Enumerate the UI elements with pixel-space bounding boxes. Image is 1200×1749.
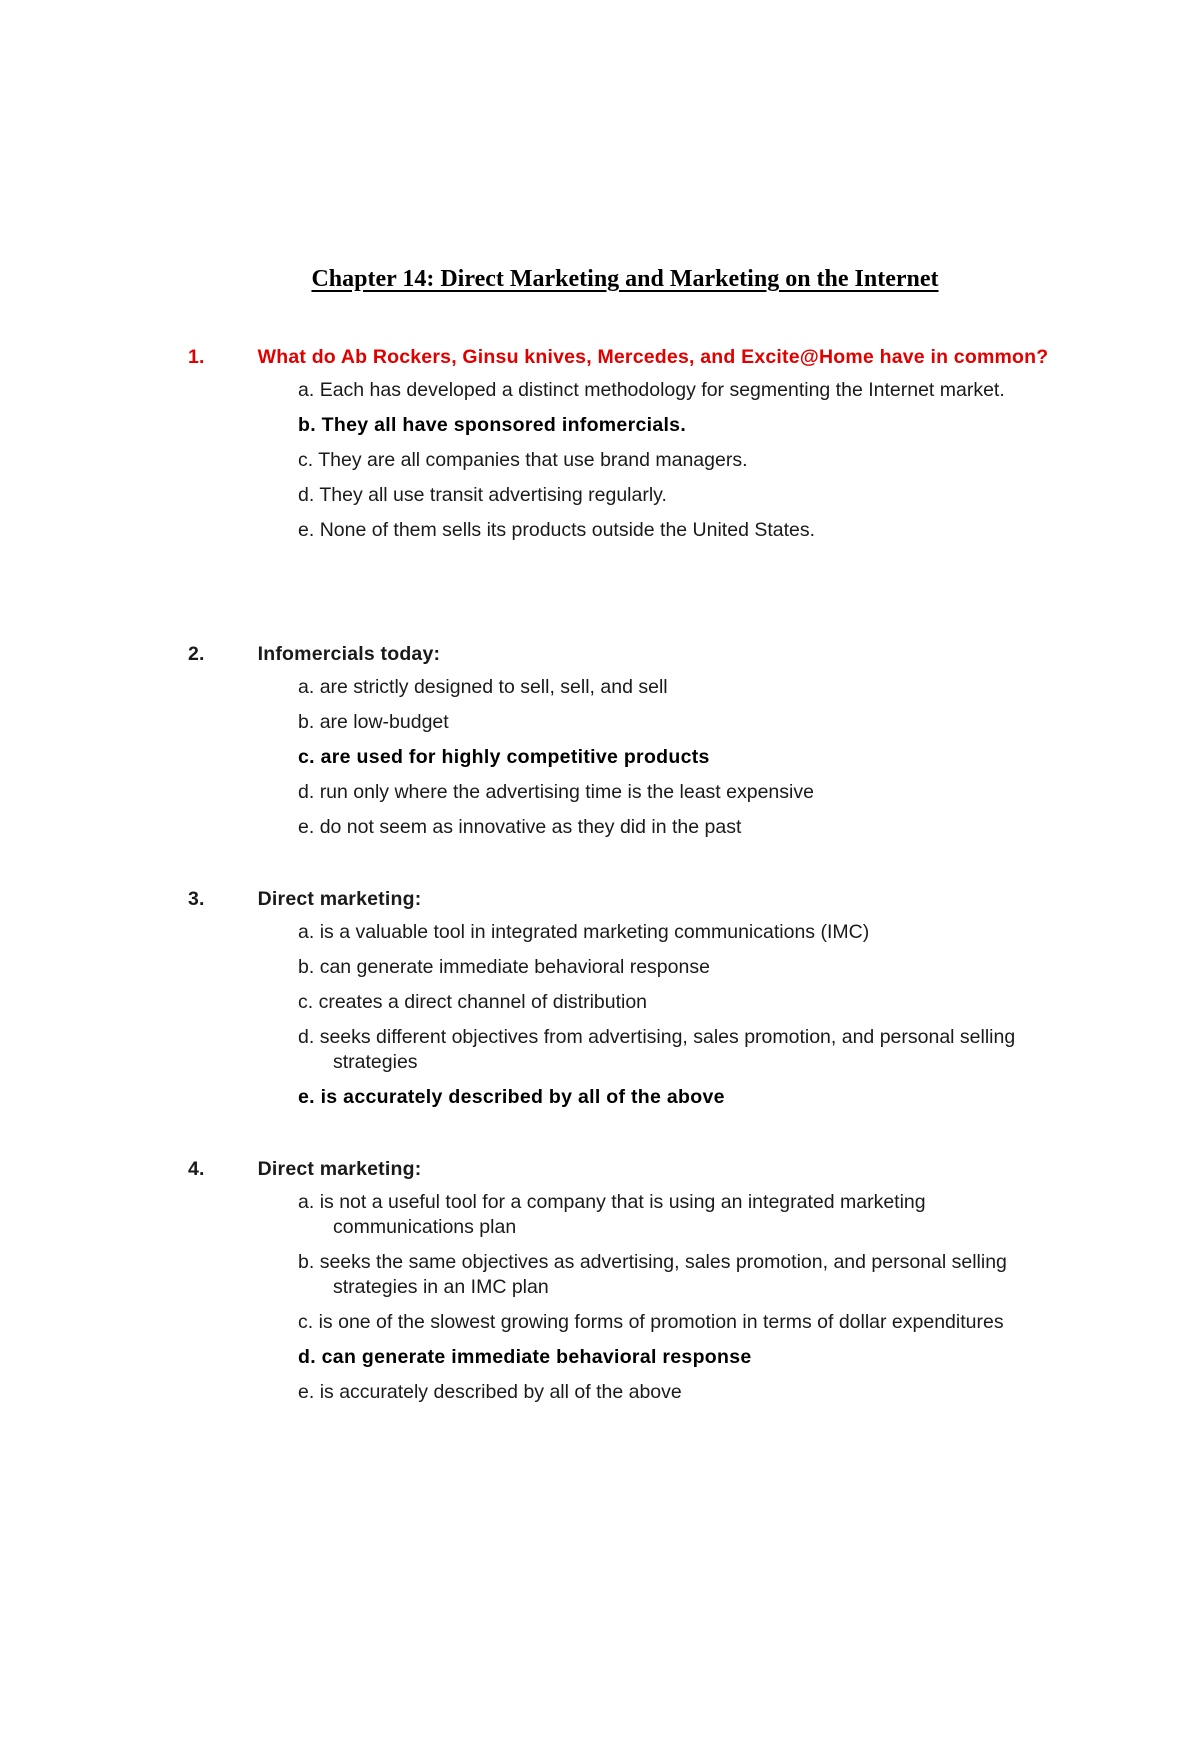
option-b-correct-answer <box>298 413 1056 438</box>
option-text: They all use transit advertising regularly. <box>319 484 667 506</box>
option-text: is a valuable tool in integrated marketing communications (IMC) <box>319 921 870 943</box>
option-c <box>298 990 1056 1015</box>
option-letter: e. <box>298 1381 315 1403</box>
option-text: is one of the slowest growing forms of promotion in terms of dollar expenditures <box>318 1311 1004 1333</box>
option-letter: d. <box>298 1346 316 1368</box>
question-2 <box>188 642 1056 850</box>
option-text: They all have sponsored infomercials. <box>321 414 687 436</box>
question-text: What do Ab Rockers, Ginsu knives, Mercedes, and Excite@Home have in common? <box>257 346 1049 368</box>
option-text: are used for highly competitive products <box>320 746 710 768</box>
page-title: Chapter 14: Direct Marketing and Marketing on the Internet <box>311 266 939 292</box>
option-list <box>226 920 1056 1110</box>
option-text: They are all companies that use brand managers. <box>318 449 748 471</box>
option-letter: c. <box>298 1311 314 1333</box>
question-number: 3. <box>188 888 205 910</box>
question-stem <box>188 345 1056 370</box>
option-b <box>298 710 1056 735</box>
option-list <box>226 378 1056 543</box>
option-letter: c. <box>298 746 315 768</box>
option-d-correct-answer <box>298 1345 1056 1370</box>
option-e <box>298 815 1056 840</box>
option-a <box>298 378 1056 403</box>
option-d <box>298 780 1056 805</box>
option-letter: b. <box>298 1251 315 1273</box>
option-text: do not seem as innovative as they did in the past <box>319 816 742 838</box>
option-list <box>226 675 1056 840</box>
option-text: None of them sells its products outside the United States. <box>319 519 816 541</box>
option-e <box>298 518 1056 543</box>
option-c-correct-answer <box>298 745 1056 770</box>
option-letter: d. <box>298 1026 315 1048</box>
option-b <box>298 1250 1056 1300</box>
option-text: can generate immediate behavioral response <box>319 956 710 978</box>
option-letter: e. <box>298 519 315 541</box>
option-letter: a. <box>298 921 315 943</box>
option-e-correct-answer <box>298 1085 1056 1110</box>
option-b <box>298 955 1056 980</box>
option-text: creates a direct channel of distribution <box>318 991 648 1013</box>
option-text: are low-budget <box>319 711 449 733</box>
option-letter: d. <box>298 484 315 506</box>
option-text: seeks the same objectives as advertising, sales promotion, and personal selling strategies in an IMC plan <box>319 1251 1007 1298</box>
option-letter: c. <box>298 449 314 471</box>
option-d <box>298 483 1056 508</box>
option-letter: a. <box>298 379 315 401</box>
question-text: Direct marketing: <box>257 1158 422 1180</box>
option-text: is accurately described by all of the above <box>320 1086 725 1108</box>
option-letter: a. <box>298 1191 315 1213</box>
option-a <box>298 1190 1056 1240</box>
question-3 <box>188 887 1056 1120</box>
option-letter: e. <box>298 1086 315 1108</box>
option-a <box>298 920 1056 945</box>
option-text: can generate immediate behavioral response <box>321 1346 752 1368</box>
option-text: is accurately described by all of the above <box>319 1381 682 1403</box>
question-stem <box>188 1157 1056 1182</box>
question-4 <box>188 1157 1056 1415</box>
option-a <box>298 675 1056 700</box>
option-e <box>298 1380 1056 1405</box>
option-letter: b. <box>298 711 315 733</box>
option-text: seeks different objectives from advertising, sales promotion, and personal selling strategies <box>319 1026 1016 1073</box>
question-text: Infomercials today: <box>257 643 441 665</box>
option-letter: b. <box>298 956 315 978</box>
option-list <box>226 1190 1056 1405</box>
question-text: Direct marketing: <box>257 888 422 910</box>
option-c <box>298 1310 1056 1335</box>
question-1 <box>188 345 1056 553</box>
option-letter: d. <box>298 781 315 803</box>
question-number: 4. <box>188 1158 205 1180</box>
question-stem <box>188 887 1056 912</box>
option-d <box>298 1025 1056 1075</box>
option-letter: e. <box>298 816 315 838</box>
option-text: Each has developed a distinct methodology for segmenting the Internet market. <box>319 379 1005 401</box>
option-letter: c. <box>298 991 314 1013</box>
option-text: are strictly designed to sell, sell, and sell <box>319 676 668 698</box>
question-stem <box>188 642 1056 667</box>
question-number: 1. <box>188 346 205 368</box>
option-letter: a. <box>298 676 315 698</box>
option-c <box>298 448 1056 473</box>
option-text: run only where the advertising time is the least expensive <box>319 781 814 803</box>
question-number: 2. <box>188 643 205 665</box>
option-letter: b. <box>298 414 316 436</box>
option-text: is not a useful tool for a company that is using an integrated marketing communications plan <box>319 1191 926 1238</box>
